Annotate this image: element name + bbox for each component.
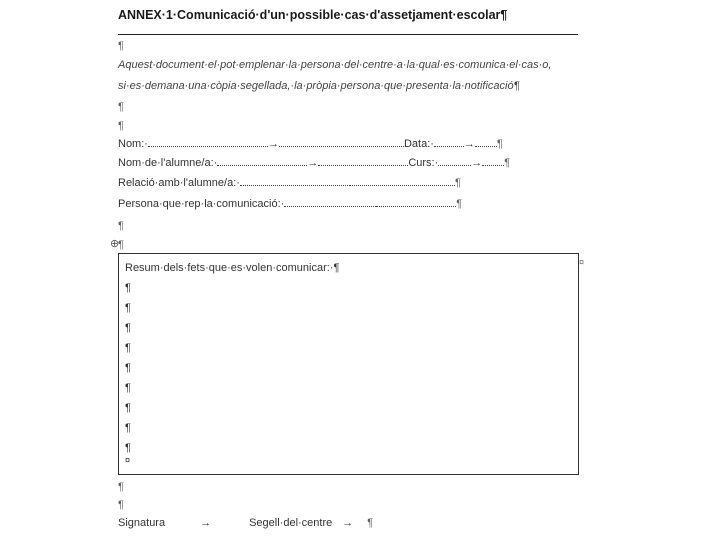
signature-label: Signatura: [118, 517, 166, 529]
empty-paragraph: ¶: [118, 220, 124, 232]
tab-arrow: →: [471, 157, 483, 169]
relation-dotted-field-2[interactable]: [350, 176, 455, 186]
summary-text-box[interactable]: [118, 253, 579, 475]
summary-empty-line: ¶: [125, 322, 131, 334]
date-dotted-field[interactable]: [434, 137, 464, 147]
row-end-mark: ¤: [579, 257, 585, 267]
title-underline: [118, 34, 578, 35]
receiver-label: Persona·que·rep·la·comunicació:·: [118, 198, 285, 210]
tab-arrow: →: [307, 157, 319, 169]
table-move-handle-icon[interactable]: ⊕: [110, 238, 120, 250]
relation-label: Relació·amb·l'alumne/a:·: [118, 177, 240, 189]
summary-empty-line: ¶: [125, 422, 131, 434]
name-date-row: [118, 136, 503, 152]
intro-line-1: Aquest·document·el·pot·emplenar·la·persona·del·centre·a·la·qual·es·comunica·el·cas·o,: [118, 59, 552, 71]
tab-arrow: →: [200, 517, 212, 529]
receiver-row: [118, 196, 462, 212]
empty-paragraph: ¶: [118, 499, 124, 511]
intro-line-2: si·es·demana·una·còpia·segellada,·la·pròpia·persona·que·presenta·la·notificació¶: [118, 80, 520, 92]
name-label: Nom:·: [118, 138, 148, 150]
paragraph-mark: ¶: [496, 138, 503, 150]
relation-dotted-field[interactable]: [240, 176, 350, 186]
student-dotted-field[interactable]: [217, 156, 307, 166]
summary-empty-line: ¶: [125, 362, 131, 374]
summary-empty-line: ¶: [125, 402, 131, 414]
course-label: Curs:·: [408, 157, 439, 169]
empty-paragraph: ¶: [118, 40, 124, 52]
summary-empty-line: ¶: [125, 342, 131, 354]
summary-empty-line: ¶: [125, 302, 131, 314]
empty-paragraph: ¶: [118, 239, 124, 251]
document-title: ANNEX·1·Comunicació·d'un·possible·cas·d'assetjament·escolar¶: [118, 8, 508, 22]
seal-label: Segell·del·centre: [249, 517, 333, 529]
paragraph-mark: ¶: [456, 198, 463, 210]
paragraph-mark: ¶: [367, 517, 374, 529]
summary-empty-line: ¶: [125, 382, 131, 394]
tab-arrow: →: [267, 138, 279, 150]
paragraph-mark: ¶: [504, 157, 511, 169]
course-dotted-field[interactable]: [438, 156, 471, 166]
tab-arrow: →: [463, 138, 475, 150]
student-course-row: [118, 155, 510, 171]
signature-row: [118, 515, 373, 531]
student-dotted-field-2[interactable]: [318, 156, 408, 166]
receiver-dotted-field-2[interactable]: [376, 197, 456, 207]
receiver-dotted-field[interactable]: [284, 197, 376, 207]
relation-row: [118, 175, 461, 191]
summary-empty-line: ¶: [125, 442, 131, 454]
empty-paragraph: ¶: [118, 101, 124, 113]
empty-paragraph: ¶: [118, 120, 124, 132]
course-dotted-field-2[interactable]: [482, 156, 504, 166]
paragraph-mark: ¶: [454, 177, 461, 189]
summary-heading: Resum·dels·fets·que·es·volen·comunicar:·¶: [125, 262, 340, 274]
date-dotted-field-2[interactable]: [475, 137, 497, 147]
tab-arrow: →: [342, 517, 354, 529]
name-dotted-field[interactable]: [148, 137, 268, 147]
summary-empty-line: ¶: [125, 282, 131, 294]
student-label: Nom·de·l'alumne/a:·: [118, 157, 218, 169]
name-dotted-field-2[interactable]: [279, 137, 404, 147]
date-label: Data:·: [403, 138, 434, 150]
cell-end-mark: ¤: [125, 455, 131, 465]
empty-paragraph: ¶: [118, 481, 124, 493]
